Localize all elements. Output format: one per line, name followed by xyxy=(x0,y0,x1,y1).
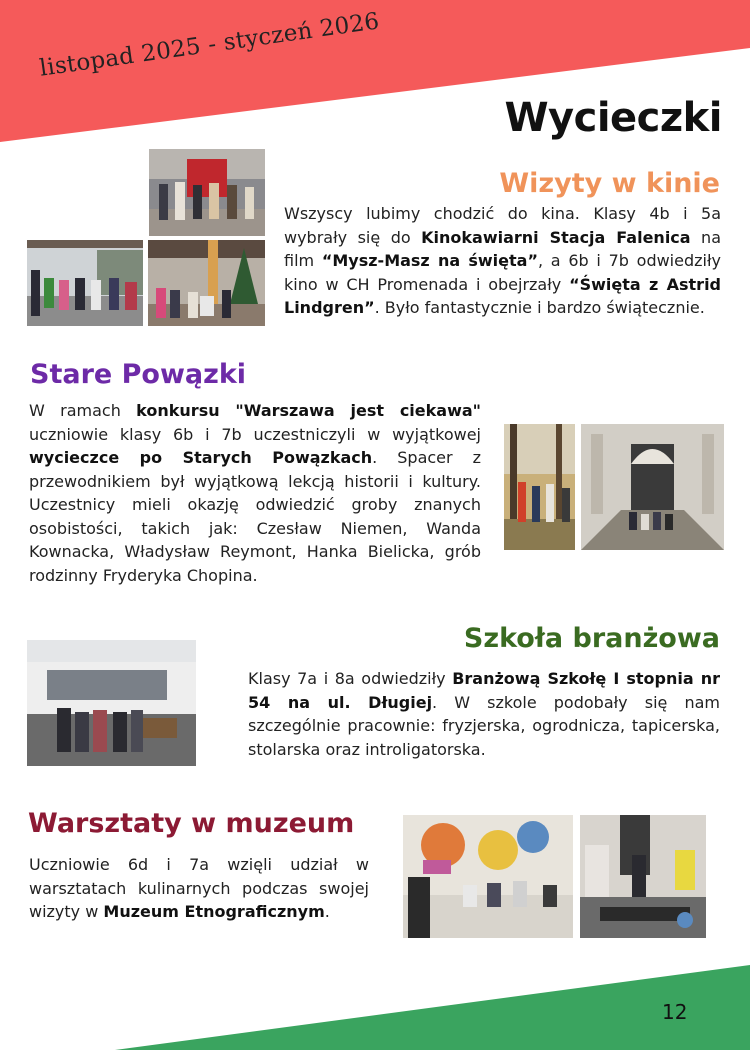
muzeum-text-1: Uczniowie 6d i 7a wzięli udział w warsztatach kulinarnych podczas swojej wizyty w xyxy=(29,855,369,921)
kino-text-4: . Było fantastycznie i bardzo świątecznie. xyxy=(374,298,705,317)
powazki-bold-2: wycieczce po Starych Powązkach xyxy=(29,448,373,467)
cinema-photo-christmas-tree xyxy=(148,240,265,326)
muzeum-text-2: . xyxy=(324,902,330,921)
kino-bold-3: “Święta z Astrid Lindgren” xyxy=(284,274,722,317)
cinema-photo-bus-stop xyxy=(27,240,143,326)
bottom-green-stripe xyxy=(115,965,750,1050)
muzeum-paragraph xyxy=(29,853,369,924)
szkola-text-2: . W szkole podobały się nam szczególnie pracownie: fryzjerska, ogrodnicza, tapicerska, stolarska oraz introligatorska. xyxy=(248,692,720,759)
date-range: listopad 2025 - styczeń 2026 xyxy=(38,8,382,82)
kino-heading: Wizyty w kinie xyxy=(499,168,720,199)
muzeum-bold-1: Muzeum Etnograficznym xyxy=(103,902,325,921)
kino-text-1: Wszyscy lubimy chodzić do kina. Klasy 4b i 5a wybrały się do xyxy=(284,204,721,247)
page-title: Wycieczki xyxy=(504,95,722,141)
powazki-text-3: . Spacer z przewodnikiem był wyjątkową lekcją historii i kultury. Uczestnicy mieli okazję odwiedzić groby znanych osobistości, takich jak: Czesław Niemen, Wanda Kownacka, Władysław Reymont, Hanka Bielicka, grób rodzinny Fryderyka Chopina. xyxy=(29,448,482,585)
muzeum-heading: Warsztaty w muzeum xyxy=(28,808,355,839)
cinema-photo-group xyxy=(149,149,265,236)
kino-text-3: , a 6b i 7b odwiedziły kino w CH Promenada i obejrzały xyxy=(284,251,721,294)
page-number: 12 xyxy=(662,1000,688,1024)
szkola-text-1: Klasy 7a i 8a odwiedziły xyxy=(248,669,453,688)
powazki-text-1: W ramach xyxy=(29,401,137,420)
powazki-paragraph xyxy=(29,399,481,587)
kino-text-2: na film xyxy=(284,227,721,270)
kino-paragraph xyxy=(284,202,721,320)
szkola-paragraph xyxy=(248,667,720,761)
powazki-text-2: uczniowie klasy 6b i 7b uczestniczyli w wyjątkowej xyxy=(29,424,481,444)
powazki-photo-cemetery xyxy=(504,424,575,550)
powazki-heading: Stare Powązki xyxy=(30,359,247,390)
muzeum-photo-workshop xyxy=(403,815,573,938)
szkola-photo-group xyxy=(27,640,196,766)
powazki-photo-interior xyxy=(581,424,724,550)
szkola-heading: Szkoła branżowa xyxy=(463,623,720,654)
szkola-bold-1: Branżową Szkołę I stopnia nr 54 na ul. Długiej xyxy=(248,669,720,712)
powazki-bold-1: konkursu "Warszawa jest ciekawa" xyxy=(136,401,481,420)
kino-bold-2: “Mysz-Masz na święta” xyxy=(321,251,538,270)
muzeum-photo-kitchen xyxy=(580,815,706,938)
kino-bold-1: Kinokawiarni Stacja Falenica xyxy=(421,227,691,247)
